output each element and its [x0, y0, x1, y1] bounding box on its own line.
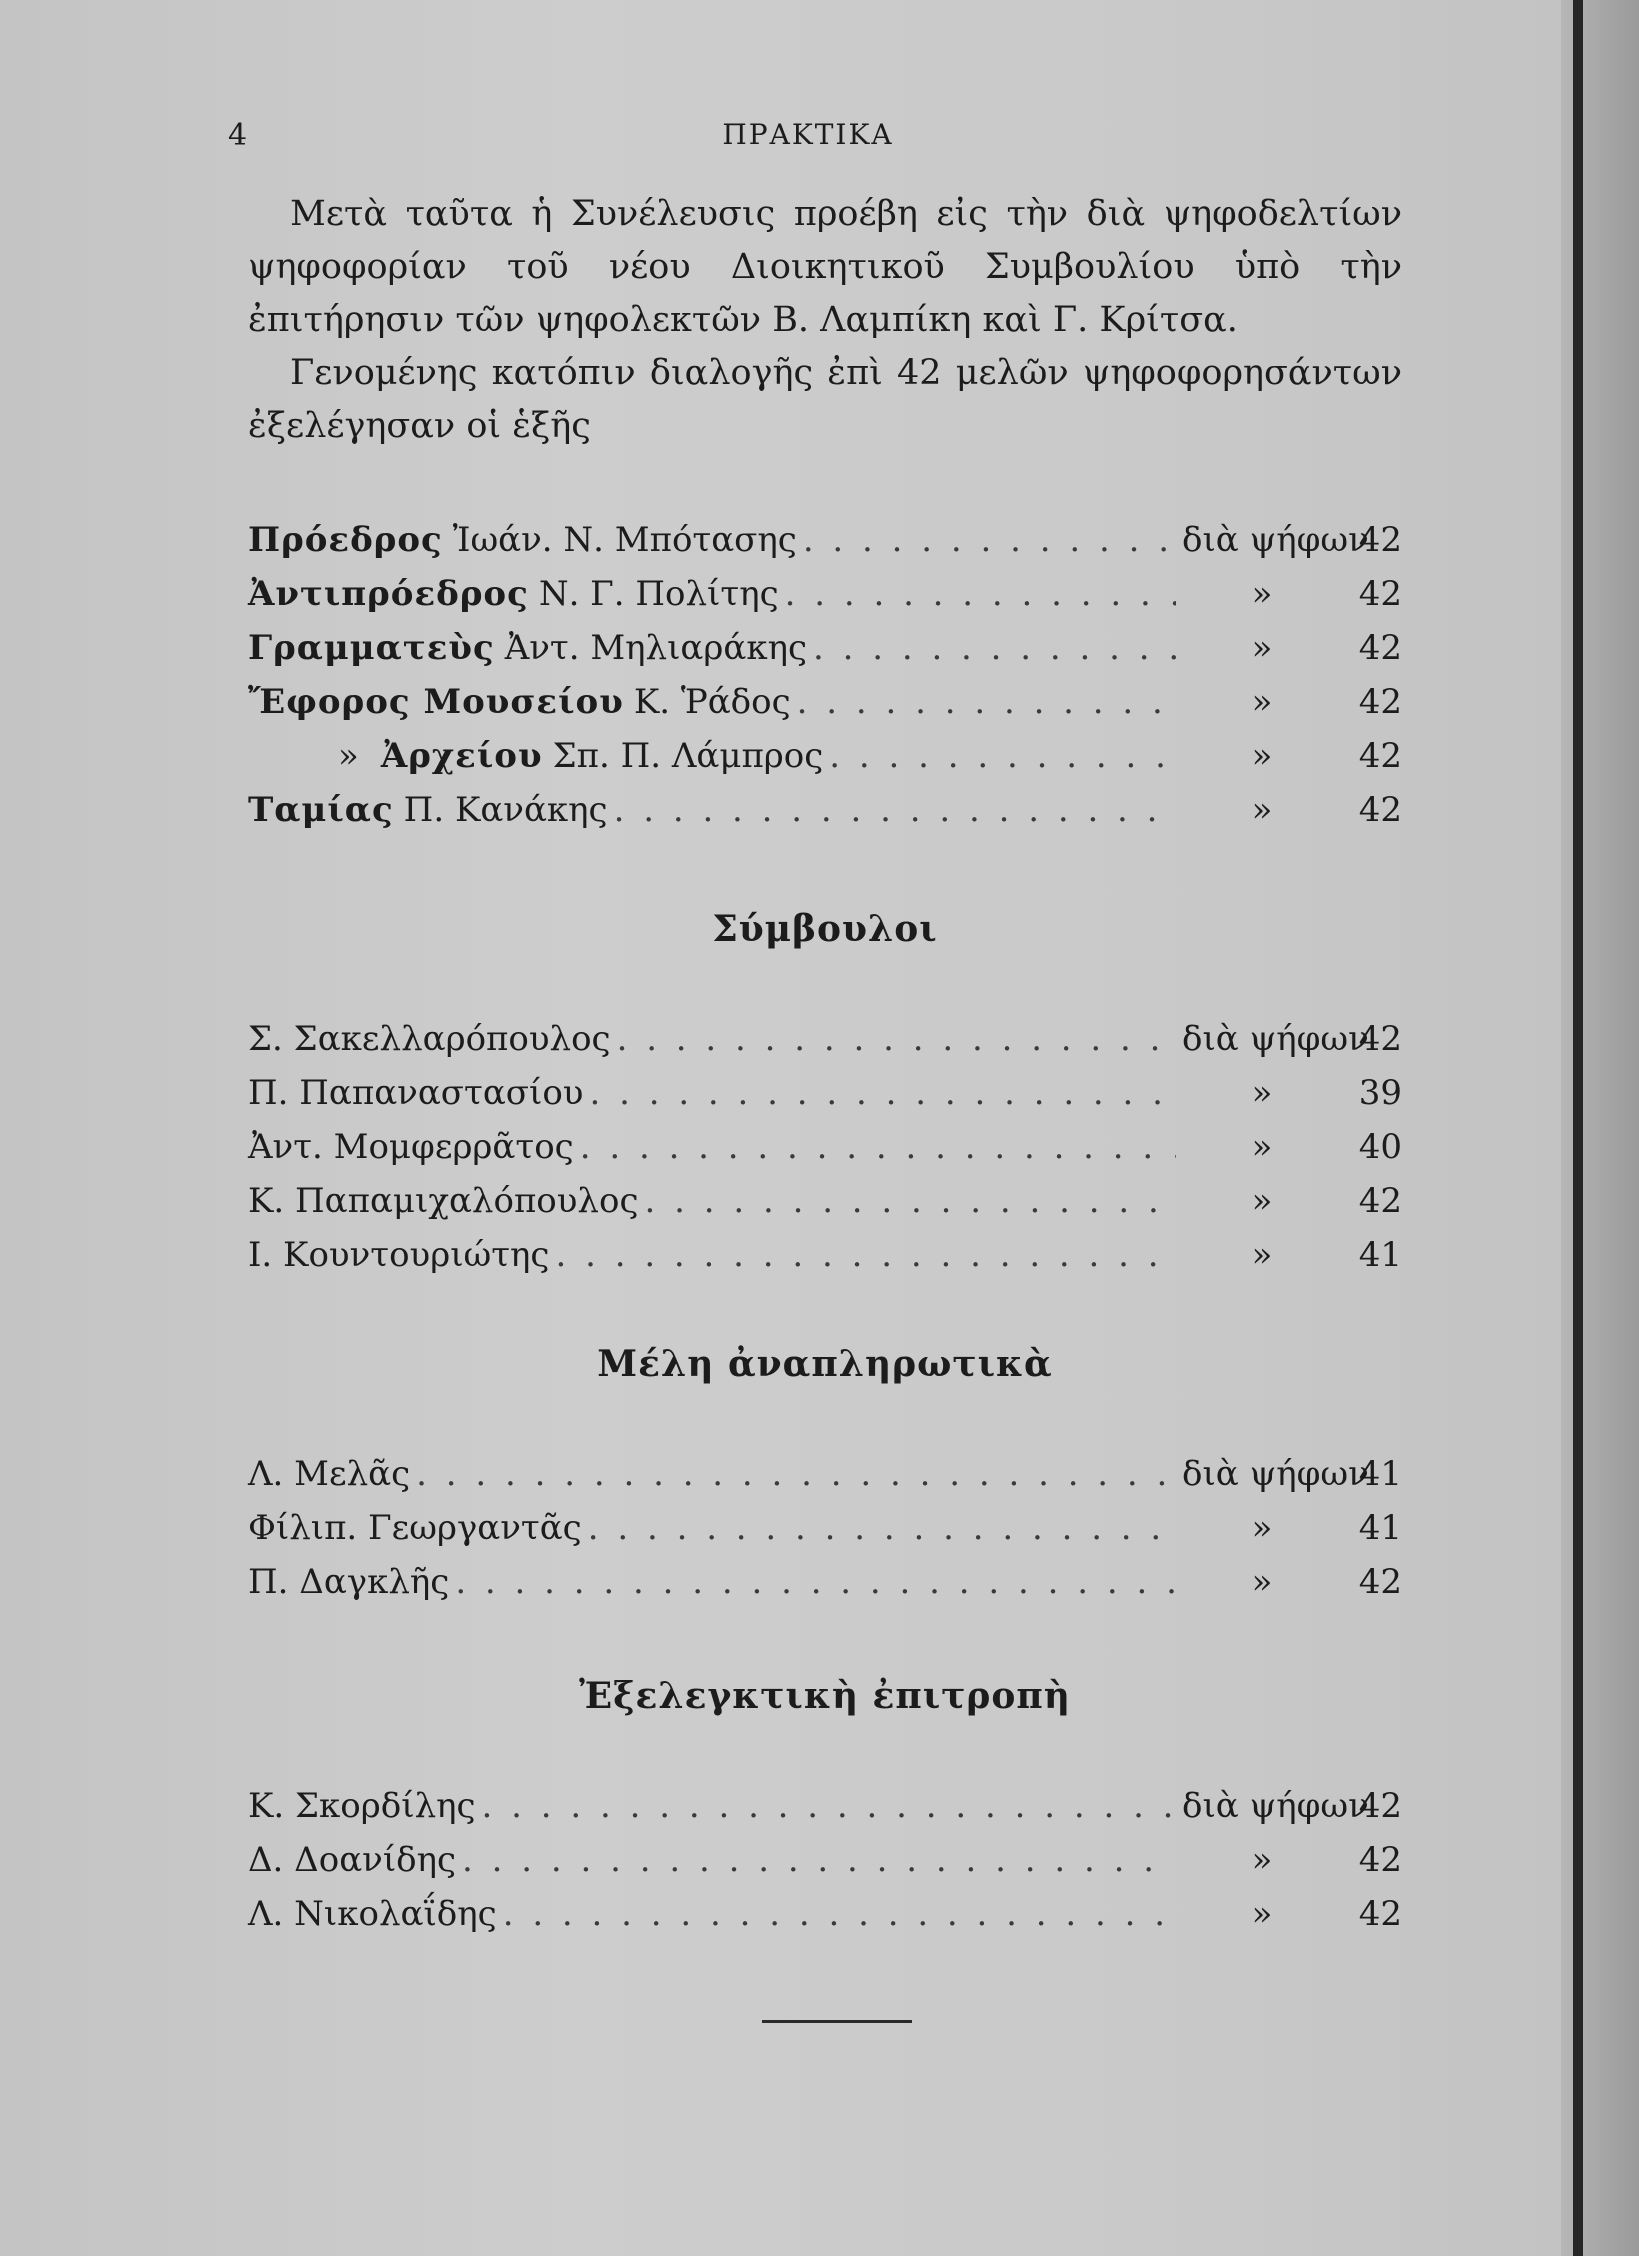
votes-label: »	[1251, 682, 1273, 722]
substitute-row	[248, 1501, 1402, 1555]
dot-leader	[503, 1887, 1176, 1941]
votes-count: 42	[1358, 1181, 1402, 1221]
votes-count: 42	[1358, 1894, 1402, 1934]
votes-label: διὰ ψήφων	[1182, 1019, 1369, 1059]
votes-count: 42	[1358, 736, 1402, 776]
substitute-row	[248, 1555, 1402, 1609]
votes-label: »	[1251, 574, 1273, 614]
intro-paragraph: Μετὰ ταῦτα ἡ Συνέλευσις προέβη εἰς τὴν διὰ ψηφοδελτίων ψηφοφορίαν τοῦ νέου Διοικητικοῦ Συμβουλίου ὑπὸ τὴν ἐπιτήρησιν τῶν ψηφολεκτῶν Β. Λαμπίκη καὶ Γ. Κρίτσα.	[248, 194, 1402, 340]
dot-leader	[785, 567, 1176, 621]
votes-label: »	[1251, 1562, 1273, 1602]
votes-label: διὰ ψήφων	[1182, 1454, 1369, 1494]
office-title: Ἔφορος Μουσείου	[248, 682, 624, 722]
member-name: Κ. Παπαμιχαλόπουλος	[248, 1181, 639, 1221]
section-title-substitutes: Μέλη ἀναπληρωτικὰ	[597, 1343, 1053, 1385]
member-name: Ἀντ. Μομφερρᾶτος	[248, 1127, 574, 1167]
member-name: Λ. Νικολαΐδης	[248, 1894, 497, 1934]
advisors-list	[248, 1012, 1402, 1282]
member-name: Φίλιπ. Γεωργαντᾶς	[248, 1508, 582, 1548]
ditto-mark: »	[338, 736, 359, 776]
votes-count: 42	[1358, 1786, 1402, 1826]
audit-row	[248, 1887, 1402, 1941]
dot-leader	[813, 621, 1176, 675]
officer-row	[248, 729, 1402, 783]
dot-leader	[797, 675, 1176, 729]
office-title: Ἀντιπρόεδρος	[248, 574, 529, 614]
audit-row	[248, 1779, 1402, 1833]
advisor-row	[248, 1066, 1402, 1120]
office-title: Ταμίας	[248, 790, 394, 830]
dot-leader	[588, 1501, 1176, 1555]
officer-row	[248, 513, 1402, 567]
votes-label: »	[1251, 736, 1273, 776]
dot-leader	[829, 729, 1176, 783]
votes-count: 42	[1358, 520, 1402, 560]
votes-count: 42	[1358, 1840, 1402, 1880]
member-name: Π. Παπαναστασίου	[248, 1073, 584, 1113]
audit-row	[248, 1833, 1402, 1887]
votes-count: 42	[1358, 1562, 1402, 1602]
votes-count: 41	[1358, 1235, 1402, 1275]
officers-list	[248, 513, 1402, 837]
closing-rule	[762, 2020, 912, 2023]
votes-label: »	[1251, 1181, 1273, 1221]
dot-leader	[589, 1066, 1176, 1120]
member-name: Ἰωάν. Ν. Μπότασης	[452, 520, 797, 560]
audit-list	[248, 1779, 1402, 1941]
officer-row	[248, 675, 1402, 729]
dot-leader	[555, 1228, 1176, 1282]
votes-count: 39	[1358, 1073, 1402, 1113]
votes-label: διὰ ψήφων	[1182, 520, 1369, 560]
officer-row	[248, 783, 1402, 837]
votes-count: 42	[1358, 574, 1402, 614]
member-name: Κ. Ῥάδος	[633, 682, 791, 722]
substitutes-list	[248, 1447, 1402, 1609]
dot-leader	[482, 1779, 1176, 1833]
advisor-row	[248, 1228, 1402, 1282]
intro-text	[248, 188, 1402, 453]
dot-leader	[455, 1555, 1176, 1609]
member-name: Δ. Δοανίδης	[248, 1840, 457, 1880]
votes-count: 41	[1358, 1454, 1402, 1494]
officer-row	[248, 621, 1402, 675]
dot-leader	[617, 1012, 1176, 1066]
votes-label: »	[1251, 1235, 1273, 1275]
votes-count: 42	[1358, 790, 1402, 830]
binding-line	[1573, 0, 1583, 2256]
dot-leader	[614, 783, 1176, 837]
intro-paragraph: Γενομένης κατόπιν διαλογῆς ἐπὶ 42 μελῶν ψηφοφορησάντων ἐξελέγησαν οἱ ἑξῆς	[248, 353, 1402, 446]
dot-leader	[580, 1120, 1176, 1174]
member-name: Σ. Σακελλαρόπουλος	[248, 1019, 611, 1059]
votes-count: 42	[1358, 628, 1402, 668]
member-name: Π. Κανάκης	[403, 790, 608, 830]
votes-label: διὰ ψήφων	[1182, 1786, 1369, 1826]
section-title-advisors: Σύμβουλοι	[712, 908, 938, 950]
advisor-row	[248, 1120, 1402, 1174]
votes-count: 40	[1358, 1127, 1402, 1167]
member-name: Σπ. Π. Λάμπρος	[552, 736, 824, 776]
dot-leader	[462, 1833, 1176, 1887]
office-title: Γραμματεὺς	[248, 628, 495, 668]
votes-label: »	[1251, 790, 1273, 830]
votes-label: »	[1251, 1073, 1273, 1113]
votes-label: »	[1251, 1894, 1273, 1934]
substitute-row	[248, 1447, 1402, 1501]
dot-leader	[416, 1447, 1176, 1501]
member-name: Ι. Κουντουριώτης	[248, 1235, 550, 1275]
member-name: Κ. Σκορδίλης	[248, 1786, 476, 1826]
running-title: ΠΡΑΚΤΙΚΑ	[722, 118, 894, 151]
member-name: Π. Δαγκλῆς	[248, 1562, 450, 1602]
votes-label: »	[1251, 1127, 1273, 1167]
member-name: Ἀντ. Μηλιαράκης	[504, 628, 807, 668]
votes-count: 42	[1358, 1019, 1402, 1059]
votes-label: »	[1251, 1840, 1273, 1880]
page-header	[228, 118, 1388, 166]
member-name: Λ. Μελᾶς	[248, 1454, 411, 1494]
office-title: Πρόεδρος	[248, 520, 443, 560]
page-number: 4	[228, 118, 248, 153]
advisor-row	[248, 1012, 1402, 1066]
votes-label: »	[1251, 1508, 1273, 1548]
officer-row	[248, 567, 1402, 621]
member-name: Ν. Γ. Πολίτης	[538, 574, 779, 614]
votes-count: 41	[1358, 1508, 1402, 1548]
advisor-row	[248, 1174, 1402, 1228]
section-title-audit: Ἐξελεγκτικὴ ἐπιτροπὴ	[579, 1675, 1071, 1717]
dot-leader	[645, 1174, 1177, 1228]
dot-leader	[803, 513, 1176, 567]
office-title: Ἀρχείου	[380, 736, 543, 776]
votes-count: 42	[1358, 682, 1402, 722]
votes-label: »	[1251, 628, 1273, 668]
